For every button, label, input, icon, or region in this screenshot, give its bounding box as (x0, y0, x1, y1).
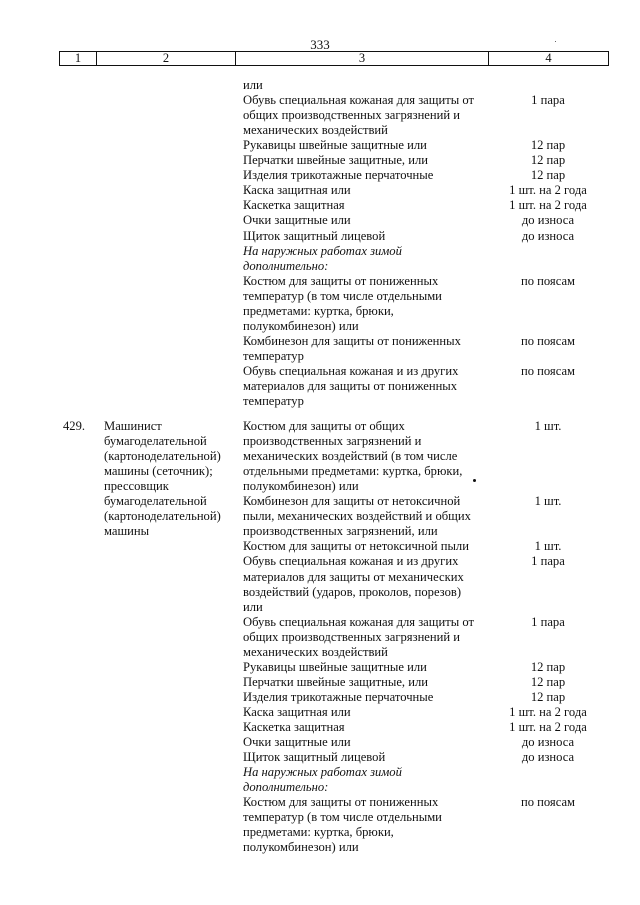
item-text-line: Костюм для защиты от пониженных (243, 273, 439, 288)
item-text-line: Щиток защитный лицевой (243, 228, 386, 243)
profession-line: машины (сеточник); (104, 464, 213, 479)
item-text-line: Костюм для защиты от нетоксичной пыли (243, 539, 469, 554)
item-text-line: пыли, механических воздействий и общих (243, 509, 471, 524)
item-text-line: общих производственных загрязнений и (243, 629, 461, 644)
item-text-line: Обувь специальная кожаная для защиты от (243, 614, 474, 629)
norm-value: до износа (521, 750, 575, 765)
item-text-line: Каска защитная или (243, 704, 351, 719)
norm-value: по поясам (520, 273, 576, 288)
norm-value: 1 шт. (534, 494, 562, 509)
item-text-line: производственных загрязнений, или (243, 524, 438, 539)
ink-mark (473, 479, 476, 482)
norm-value: 1 пара (531, 614, 565, 629)
item-text-line: Очки защитные или (243, 213, 351, 228)
page-number: 333 (310, 37, 330, 52)
item-text-line: Перчатки швейные защитные, или (243, 674, 428, 689)
norm-value: по поясам (520, 363, 576, 378)
item-text-line: механических воздействий (243, 123, 388, 138)
item-text-line: Обувь специальная кожаная для защиты от (243, 93, 474, 108)
item-text-line: полукомбинезон) или (243, 479, 359, 494)
item-text-line: На наружных работах зимой (243, 243, 402, 258)
item-text-line: Комбинезон для защиты от пониженных (243, 333, 461, 348)
norm-value: 12 пар (530, 168, 566, 183)
item-text-line: температур (в том числе отдельными (243, 288, 442, 303)
profession-line: бумагоделательной (104, 434, 207, 449)
item-text-line: механических воздействий (243, 644, 388, 659)
profession-line: (картоноделательной) (104, 449, 221, 464)
norm-value: 1 шт. на 2 года (509, 183, 587, 198)
row-number: 429. (63, 419, 86, 433)
item-text-line: материалов для защиты от пониженных (243, 379, 458, 393)
item-text-line: предметами: куртка, брюки, (243, 303, 394, 318)
column-header-row (59, 51, 609, 66)
profession-line: (картоноделательной) (104, 509, 221, 524)
column-header-4: 4 (545, 51, 552, 65)
item-text-line: температур (243, 394, 304, 409)
norm-value: до износа (521, 213, 575, 228)
item-text-line: Комбинезон для защиты от нетоксичной (243, 494, 461, 509)
column-header-3: 3 (358, 51, 366, 65)
norm-value: по поясам (520, 795, 576, 810)
norm-value: 1 шт. (534, 419, 562, 433)
norm-value: 1 шт. (534, 539, 562, 554)
item-text-line: Изделия трикотажные перчаточные (243, 168, 434, 183)
item-text-line: воздействий (ударов, проколов, порезов) (243, 584, 462, 599)
scan-speck (555, 41, 556, 42)
item-text-line: Очки защитные или (243, 735, 351, 750)
column-header-1: 1 (74, 51, 82, 65)
item-text-line: температур (243, 348, 304, 363)
item-text-line: На наружных работах зимой (243, 765, 402, 780)
norm-value: до износа (521, 228, 575, 243)
item-text-line: предметами: куртка, брюки, (243, 825, 394, 840)
item-text-line: Обувь специальная кожаная и из других (243, 554, 459, 569)
item-text-line: дополнительно: (243, 780, 329, 795)
norm-value: 1 пара (531, 554, 565, 569)
norm-value: 12 пар (530, 153, 566, 168)
item-text-line: дополнительно: (243, 258, 329, 273)
item-text-line: отдельными предметами: куртка, брюки, (243, 464, 463, 479)
profession-line: машины (104, 524, 150, 539)
item-text-line: Каскетка защитная (243, 198, 345, 213)
norm-value: 1 шт. на 2 года (509, 720, 587, 734)
item-text-line: общих производственных загрязнений и (243, 108, 461, 123)
norm-value: 1 шт. на 2 года (509, 198, 587, 213)
norm-value: 12 пар (530, 138, 566, 153)
item-text-line: механических воздействий (в том числе (243, 449, 458, 464)
norm-value: 12 пар (530, 674, 566, 689)
profession-line: прессовщик (104, 479, 169, 494)
item-text-line: материалов для защиты от механических (243, 569, 464, 584)
item-text-line: полукомбинезон) или (243, 318, 359, 333)
item-text-line: Щиток защитный лицевой (243, 750, 386, 765)
norm-value: до износа (521, 735, 575, 750)
item-text-line: Обувь специальная кожаная и из других (243, 363, 459, 378)
column-header-2: 2 (162, 51, 170, 65)
item-text-line: Перчатки швейные защитные, или (243, 153, 428, 168)
norm-value: 12 пар (530, 659, 566, 674)
item-text-line: температур (в том числе отдельными (243, 810, 442, 825)
profession-line: бумагоделательной (104, 494, 207, 509)
item-text-line: или (243, 78, 263, 92)
norm-value: по поясам (520, 333, 576, 348)
item-text-line: Рукавицы швейные защитные или (243, 138, 427, 153)
item-text-line: полукомбинезон) или (243, 840, 359, 855)
item-text-line: Каска защитная или (243, 183, 351, 198)
item-text-line: Костюм для защиты от общих (243, 419, 405, 433)
item-text-line: Рукавицы швейные защитные или (243, 659, 427, 674)
item-text-line: Костюм для защиты от пониженных (243, 795, 439, 810)
norm-value: 1 пара (531, 93, 565, 108)
item-text-line: или (243, 599, 263, 614)
item-text-line: Изделия трикотажные перчаточные (243, 689, 434, 704)
norm-value: 12 пар (530, 689, 566, 704)
item-text-line: Каскетка защитная (243, 720, 345, 734)
item-text-line: производственных загрязнений и (243, 434, 422, 449)
profession-line: Машинист (104, 419, 162, 433)
norm-value: 1 шт. на 2 года (509, 704, 587, 719)
